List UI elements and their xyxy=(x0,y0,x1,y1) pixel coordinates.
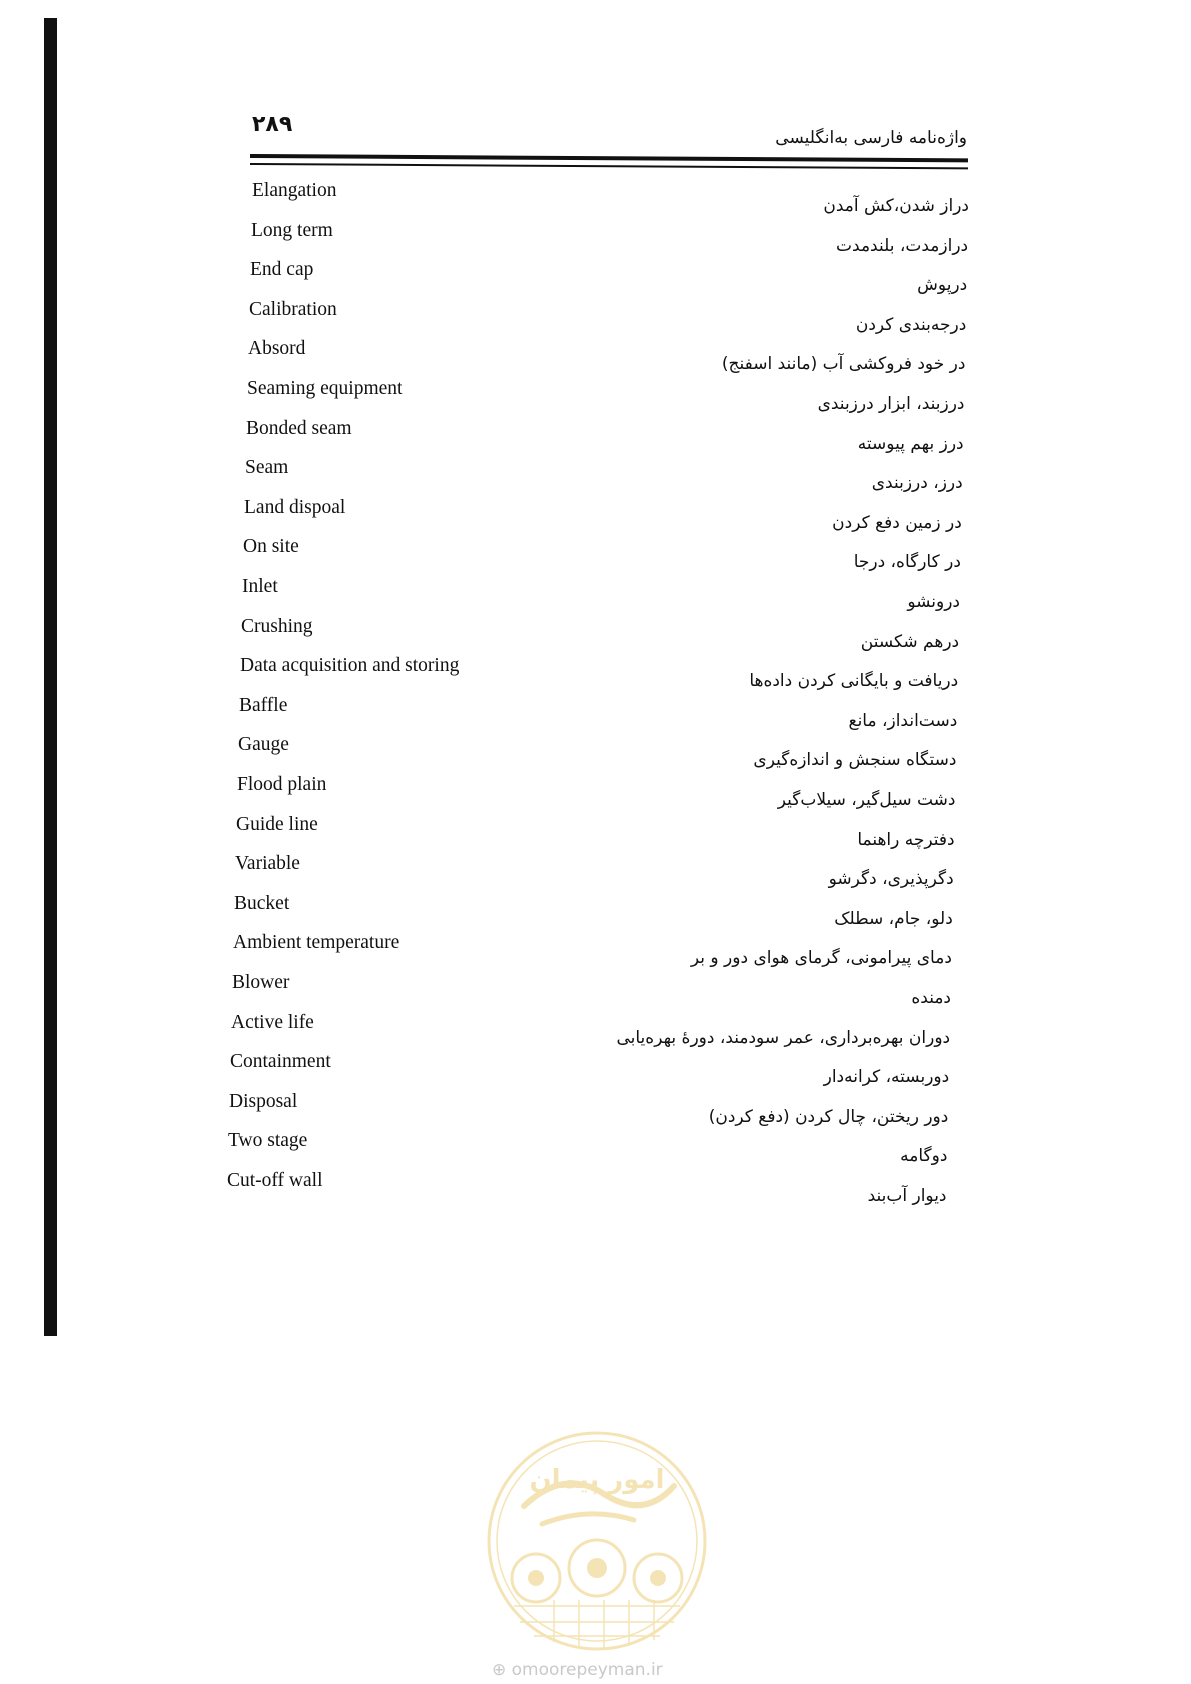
glossary-entry xyxy=(0,655,1191,695)
watermark-logo-text: امور پیمان xyxy=(529,1465,665,1495)
english-term: Elangation xyxy=(252,180,337,201)
persian-term: دوران بهره‌برداری، عمر سودمند، دورهٔ بهره‌یابی xyxy=(616,1027,951,1048)
page-number: ۲۸۹ xyxy=(252,112,293,137)
glossary-entry xyxy=(0,536,1191,576)
english-term: Inlet xyxy=(242,576,278,597)
glossary-entry xyxy=(0,695,1191,735)
persian-term: دریافت و بایگانی کردن داده‌ها xyxy=(749,671,959,692)
english-term: Cut-off wall xyxy=(227,1170,323,1191)
persian-term: دور ریختن، چال کردن (دفع کردن) xyxy=(708,1106,949,1127)
persian-term: درز، درزبندی xyxy=(871,473,963,494)
persian-term: دشت سیل‌گیر، سیلاب‌گیر xyxy=(777,790,956,810)
persian-term: درهم شکستن xyxy=(860,631,960,652)
english-term: End cap xyxy=(250,259,314,281)
english-term: Variable xyxy=(235,853,300,875)
english-term: Baffle xyxy=(239,694,288,716)
glossary-entry xyxy=(0,616,1191,656)
glossary-entry xyxy=(0,378,1191,418)
watermark-logo xyxy=(484,1428,710,1654)
english-term: Crushing xyxy=(241,615,313,637)
persian-term: در کارگاه، درجا xyxy=(853,552,961,573)
glossary-entry xyxy=(0,418,1191,458)
glossary-entry xyxy=(0,853,1191,893)
english-term: Guide line xyxy=(236,813,318,835)
english-term: Land dispoal xyxy=(244,496,346,518)
glossary-entry xyxy=(0,1130,1191,1170)
english-term: Flood plain xyxy=(237,774,327,795)
persian-term: دوربسته، کرانه‌دار xyxy=(823,1067,950,1088)
watermark-url-text: omoorepeyman.ir xyxy=(511,1660,663,1680)
glossary-entry xyxy=(0,774,1191,814)
english-term: Active life xyxy=(231,1011,314,1033)
persian-term: درزبند، ابزار درزبندی xyxy=(817,394,965,414)
english-term: Seaming equipment xyxy=(247,378,403,399)
persian-term: دمنده xyxy=(911,988,951,1008)
persian-term: در زمین دفع کردن xyxy=(832,512,962,533)
glossary-entry xyxy=(0,972,1191,1012)
glossary-entry xyxy=(0,1170,1191,1210)
english-term: Absord xyxy=(248,338,306,360)
glossary-entry xyxy=(0,932,1191,972)
persian-term: دوگامه xyxy=(900,1146,948,1167)
english-term: Long term xyxy=(251,219,333,241)
glossary-entry xyxy=(0,338,1191,378)
running-title: واژه‌نامه فارسی به‌انگلیسی xyxy=(775,128,967,148)
english-term: Seam xyxy=(245,457,289,479)
english-term: Data acquisition and storing xyxy=(240,655,460,677)
glossary-entry xyxy=(0,1091,1191,1131)
glossary-entry xyxy=(0,220,1191,260)
persian-term: درجه‌بندی کردن xyxy=(855,314,967,335)
persian-term: دگرپذیری، دگرشو xyxy=(828,869,954,890)
english-term: Containment xyxy=(230,1051,331,1073)
persian-term: در خود فروکشی آب (مانند اسفنج) xyxy=(721,354,966,375)
english-term: Bonded seam xyxy=(246,417,352,439)
english-term: Two stage xyxy=(228,1130,308,1152)
persian-term: دراز شدن،کش آمدن xyxy=(823,196,969,216)
persian-term: دستگاه سنجش و اندازه‌گیری xyxy=(753,750,957,771)
globe-icon: ⊕ xyxy=(492,1660,507,1680)
watermark-url xyxy=(492,1660,663,1680)
english-term: Ambient temperature xyxy=(233,932,400,954)
english-term: Blower xyxy=(232,972,290,993)
glossary-entry xyxy=(0,814,1191,854)
english-term: Disposal xyxy=(229,1090,298,1112)
persian-term: درپوش xyxy=(917,275,968,296)
english-term: On site xyxy=(243,536,299,558)
glossary-entry xyxy=(0,734,1191,774)
persian-term: درازمدت، بلندمدت xyxy=(836,235,969,256)
persian-term: دیوار آب‌بند xyxy=(867,1186,947,1206)
persian-term: دلو، جام، سطلک xyxy=(834,908,953,929)
persian-term: درز بهم پیوسته xyxy=(857,433,964,454)
glossary-entry xyxy=(0,893,1191,933)
glossary-entry xyxy=(0,576,1191,616)
persian-term: دفترچه راهنما xyxy=(857,829,955,850)
english-term: Calibration xyxy=(249,298,337,320)
glossary-entry xyxy=(0,259,1191,299)
glossary-entry xyxy=(0,497,1191,537)
glossary-entry xyxy=(0,457,1191,497)
english-term: Gauge xyxy=(238,734,289,756)
persian-term: دمای پیرامونی، گرمای هوای دور و بر xyxy=(690,948,952,969)
glossary-entry xyxy=(0,1012,1191,1052)
glossary-entry xyxy=(0,1051,1191,1091)
glossary-entry xyxy=(0,180,1191,220)
glossary-entry xyxy=(0,299,1191,339)
english-term: Bucket xyxy=(234,892,290,914)
persian-term: درونشو xyxy=(907,592,960,612)
persian-term: دست‌انداز، مانع xyxy=(848,710,958,731)
